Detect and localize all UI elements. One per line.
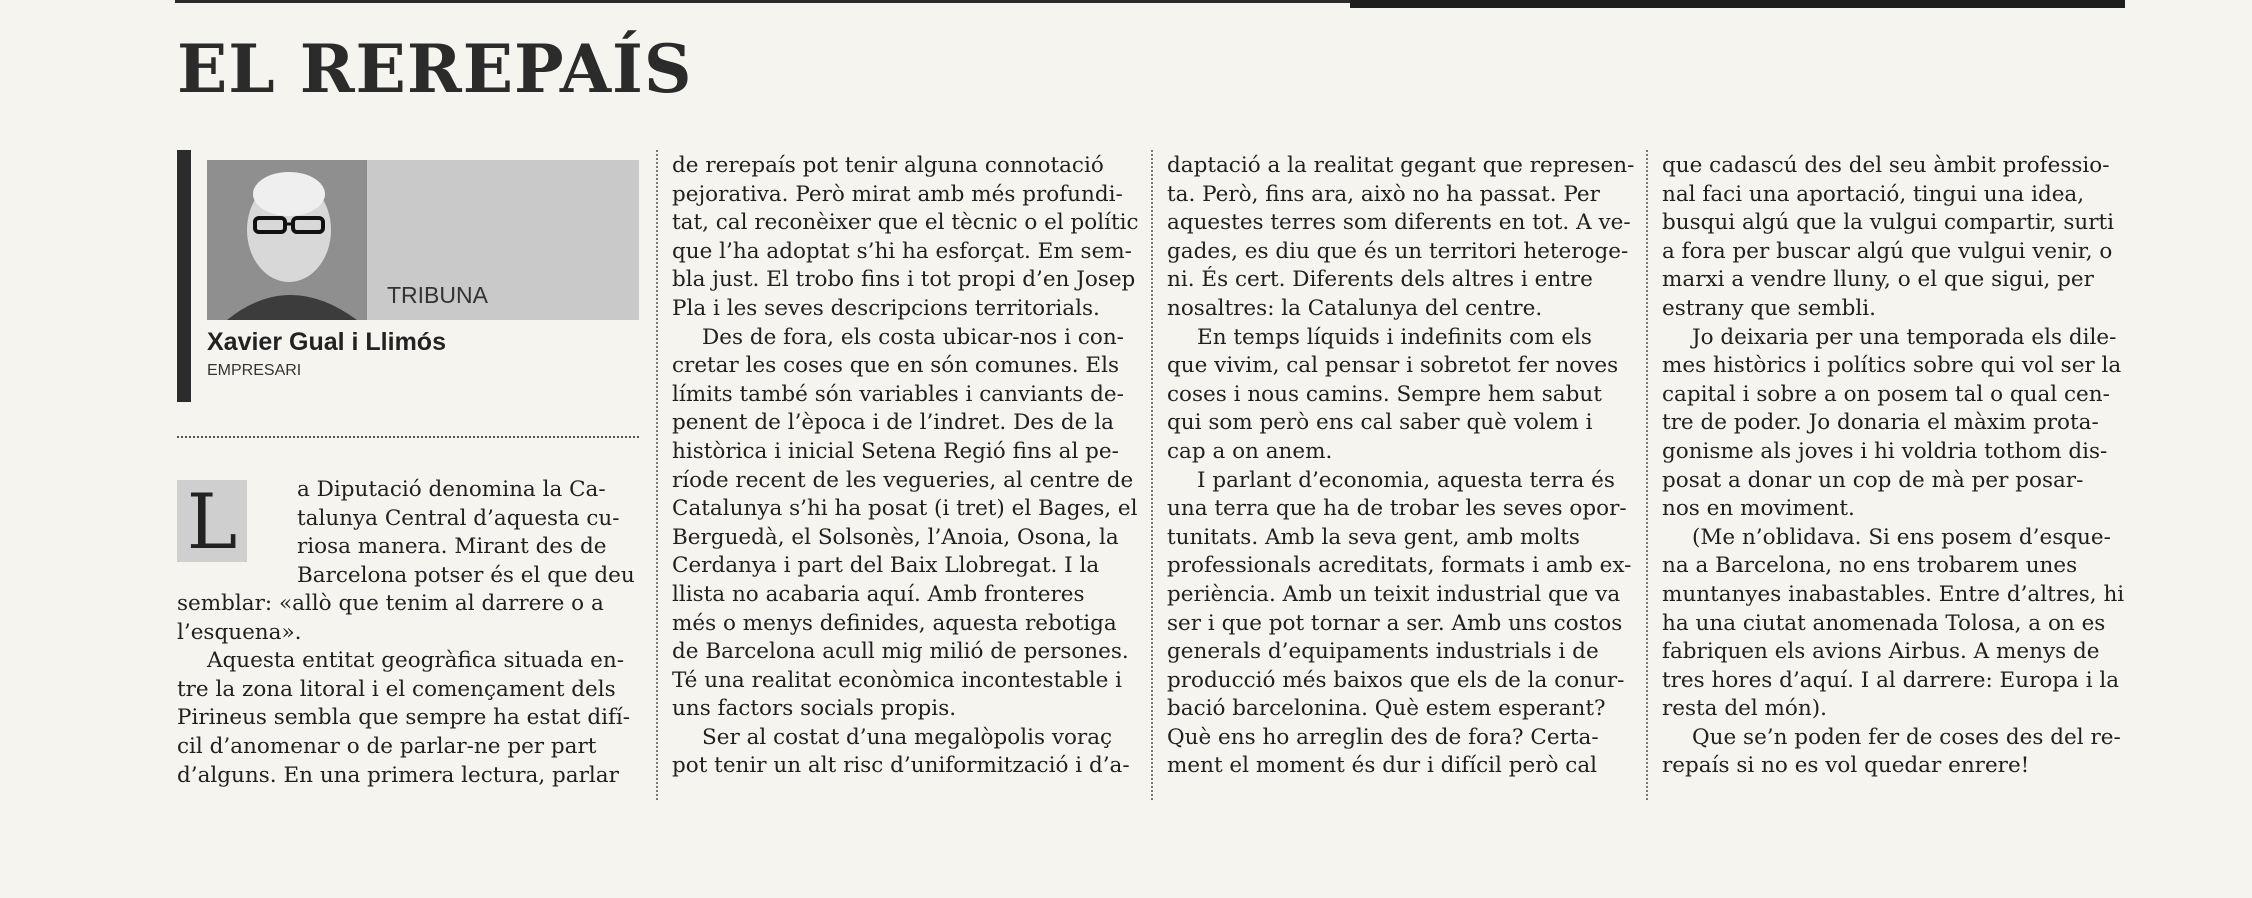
text-line: tres hores d’aquí. I al darrere: Europa i la xyxy=(1662,667,2120,693)
text-line: Jo deixaria per una temporada els dile- xyxy=(1692,324,2117,350)
column-divider xyxy=(656,150,658,800)
text-line: a Diputació denomina la Ca- xyxy=(297,477,606,502)
top-rule-thick xyxy=(1350,0,2125,8)
text-line: que vivim, cal pensar i sobretot fer noves xyxy=(1167,353,1619,379)
text-line: cil d’anomenar o de parlar-ne per part xyxy=(177,733,597,759)
text-line: que cadascú des del seu àmbit professio- xyxy=(1662,153,2110,178)
text-line: resta del món). xyxy=(1662,696,1827,722)
text-line: bla just. El trobo fins i tot propi d’en Josep xyxy=(672,267,1136,293)
text-line: pejorativa. Però mirat amb més profundi- xyxy=(672,181,1123,207)
text-line: muntanyes inabastables. Entre d’altres, hi xyxy=(1662,581,2125,607)
column-1-bottom xyxy=(177,590,630,790)
text-line: na a Barcelona, no ens trobarem unes xyxy=(1662,553,2078,579)
column-3 xyxy=(1167,152,1634,781)
text-line: ser i que pot tornar a ser. Amb uns costos xyxy=(1167,610,1623,636)
text-line: una terra que ha de trobar les seves opor- xyxy=(1167,496,1627,522)
text-line: Aquesta entitat geogràfica situada en- xyxy=(207,648,624,674)
text-line: posat a donar un cop de mà per posar- xyxy=(1662,467,2084,493)
text-line: tat, cal reconèixer que el tècnic o el polític xyxy=(672,210,1139,236)
text-line: Pirineus sembla que sempre ha estat difí- xyxy=(177,705,631,731)
text-line: Que se’n poden fer de coses des del re- xyxy=(1692,724,2121,750)
text-line: marxi a vendre lluny, o el que sigui, per xyxy=(1662,267,2094,293)
author-role: EMPRESARI xyxy=(207,362,302,379)
section-label: TRIBUNA xyxy=(387,282,488,308)
text-line: nal faci una aportació, tingui una idea, xyxy=(1662,181,2085,207)
text-line: talunya Central d’aquesta cu- xyxy=(297,505,620,531)
text-line: riosa manera. Mirant des de xyxy=(297,534,607,560)
author-box xyxy=(177,150,639,402)
text-line: ha una ciutat anomenada Tolosa, a on es xyxy=(1662,610,2106,636)
text-line: Catalunya s’hi ha posat (i tret) el Bages, el xyxy=(672,496,1138,522)
text-line: ta. Però, fins ara, això no ha passat. Per xyxy=(1167,181,1600,207)
text-line: bació barcelonina. Què estem esperant? xyxy=(1167,696,1606,722)
text-line: daptació a la realitat gegant que represen- xyxy=(1167,153,1635,178)
text-line: semblar: «allò que tenim al darrere o a xyxy=(177,591,604,616)
headline: EL REREPAÍS xyxy=(177,30,693,108)
text-line: cap a on anem. xyxy=(1167,438,1333,464)
text-line: fabriquen els avions Airbus. A menys de xyxy=(1662,639,2100,665)
text-line: de rerepaís pot tenir alguna connotació xyxy=(672,153,1104,178)
text-line: Berguedà, el Solsonès, l’Anoia, Osona, la xyxy=(672,524,1119,550)
text-line: nosaltres: la Catalunya del centre. xyxy=(1167,295,1543,321)
text-line: busqui algú que la vulgui compartir, surti xyxy=(1662,210,2114,236)
author-separator xyxy=(177,436,639,438)
text-line: generals d’equipaments industrials i de xyxy=(1167,639,1599,665)
text-line: de Barcelona acull mig milió de persones. xyxy=(672,639,1129,665)
text-line: nos en moviment. xyxy=(1662,496,1855,522)
text-line: Cerdanya i part del Baix Llobregat. I la xyxy=(672,553,1100,579)
author-accent-bar xyxy=(177,150,191,402)
text-line: límits també són variables i canviants de- xyxy=(672,381,1124,407)
text-line: coses i nous camins. Sempre hem sabut xyxy=(1167,381,1602,407)
author-name: Xavier Gual i Llimós xyxy=(207,328,446,356)
text-line: tre la zona litoral i el començament dels xyxy=(177,676,616,702)
text-line: uns factors socials propis. xyxy=(672,696,957,722)
text-line: aquestes terres som diferents en tot. A ve- xyxy=(1167,210,1631,236)
text-line: tunitats. Amb la seva gent, amb molts xyxy=(1167,524,1580,550)
text-line: estrany que sembli. xyxy=(1662,295,1876,321)
text-line: ni. És cert. Diferents dels altres i entre xyxy=(1167,267,1593,293)
text-line: tre de poder. Jo donaria el màxim prota- xyxy=(1662,410,2099,436)
text-line: més o menys definides, aquesta rebotiga xyxy=(672,610,1117,636)
text-line: repaís si no es vol quedar enrere! xyxy=(1662,753,2030,779)
text-line: periència. Amb un teixit industrial que va xyxy=(1167,581,1621,607)
text-line: qui som però ens cal saber què volem i xyxy=(1167,410,1593,436)
column-1-top xyxy=(297,476,635,590)
text-line: que l’ha adoptat s’hi ha esforçat. Em sem- xyxy=(672,238,1132,264)
text-line: històrica i inicial Setena Regió fins al pe- xyxy=(672,438,1119,464)
text-line: penent de l’època i de l’indret. Des de la xyxy=(672,410,1114,436)
text-line: ment el moment és dur i difícil però cal xyxy=(1167,753,1598,779)
text-line: Què ens ho arreglin des de fora? Certa- xyxy=(1167,724,1599,750)
text-line: Té una realitat econòmica incontestable i xyxy=(672,667,1123,693)
text-line: l’esquena». xyxy=(177,619,302,645)
column-divider xyxy=(1646,150,1648,800)
text-line: gonisme als joves i hi voldria tothom dis- xyxy=(1662,438,2108,464)
column-4 xyxy=(1662,152,2124,781)
text-line: En temps líquids i indefinits com els xyxy=(1197,324,1592,350)
column-divider xyxy=(1151,150,1153,800)
text-line: Barcelona potser és el que deu xyxy=(297,562,635,588)
text-line: a fora per buscar algú que vulgui venir, o xyxy=(1662,238,2113,264)
text-line: I parlant d’economia, aquesta terra és xyxy=(1197,467,1615,493)
column-2 xyxy=(672,152,1139,781)
text-line: producció més baixos que els de la conur- xyxy=(1167,667,1625,693)
drop-cap: L xyxy=(177,480,247,562)
text-line: d’alguns. En una primera lectura, parlar xyxy=(177,762,619,788)
text-line: professionals acreditats, formats i amb ex- xyxy=(1167,553,1632,579)
text-line: ríode recent de les vegueries, al centre de xyxy=(672,467,1134,493)
text-line: (Me n’oblidava. Si ens posem d’esque- xyxy=(1692,524,2111,550)
text-line: Ser al costat d’una megalòpolis voraç xyxy=(702,724,1113,750)
text-line: llista no acabaria aquí. Amb fronteres xyxy=(672,581,1085,607)
text-line: Des de fora, els costa ubicar-nos i con- xyxy=(702,324,1124,350)
text-line: mes històrics i polítics sobre qui vol ser la xyxy=(1662,353,2122,379)
text-line: capital i sobre a on posem tal o qual cen- xyxy=(1662,381,2110,407)
text-line: Pla i les seves descripcions territorials. xyxy=(672,295,1100,321)
text-line: gades, es diu que és un territori heteroge- xyxy=(1167,238,1629,264)
text-line: pot tenir un alt risc d’uniformització i d’a- xyxy=(672,753,1130,779)
text-line: cretar les coses que en són comunes. Els xyxy=(672,353,1120,379)
